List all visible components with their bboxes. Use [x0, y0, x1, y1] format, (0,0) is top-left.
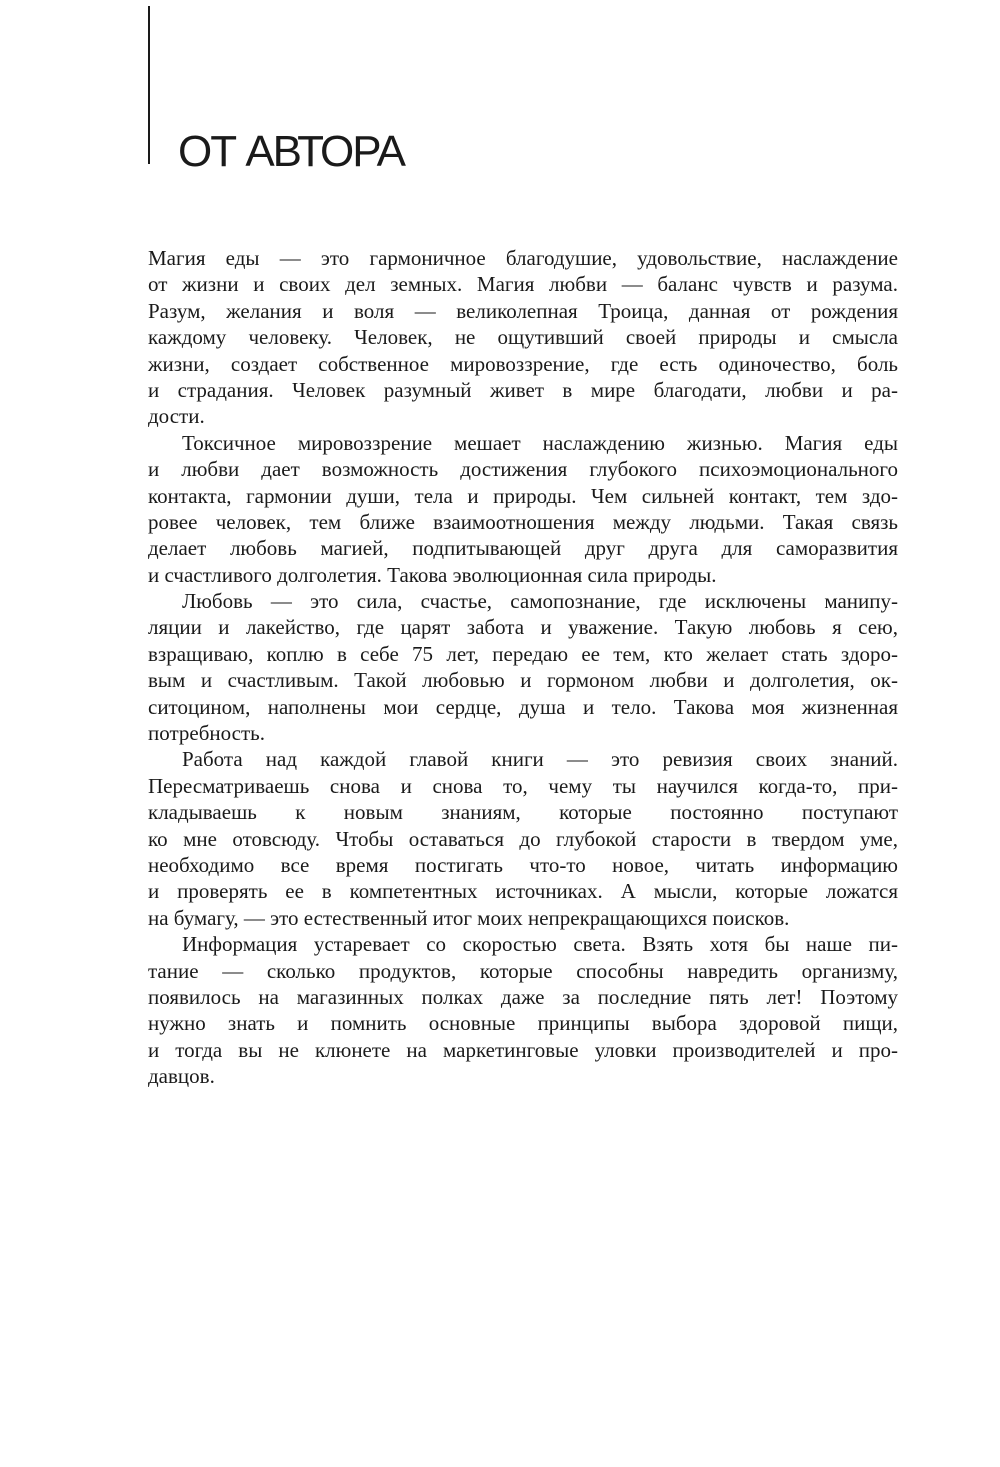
- vertical-rule: [148, 6, 150, 164]
- text-line: и счастливого долголетия. Такова эволюционная сила природы.: [148, 562, 717, 587]
- text-line: Пересматриваешь снова и снова то, чему ты научился когда-то, при-: [148, 773, 898, 798]
- text-line: Магия еды — это гармоничное благодушие, удовольствие, наслаждение: [148, 246, 898, 270]
- text-line: и тогда вы не клюнете на маркетинговые уловки производителей и про-: [148, 1037, 898, 1062]
- text-line: кладываешь к новым знаниям, которые постоянно поступают: [148, 800, 898, 825]
- paragraph: [148, 588, 898, 746]
- text-line: и страдания. Человек разумный живет в мире благодати, любви и ра-: [148, 377, 898, 402]
- text-line: каждому человеку. Человек, не ощутивший своей природы и смысла: [148, 325, 898, 350]
- text-line: появилось на магазинных полках даже за последние пять лет! Поэтому: [148, 984, 898, 1009]
- text-line: ровее человек, тем ближе взаимоотношения между людьми. Такая связь: [148, 509, 898, 534]
- text-line: дости.: [148, 404, 205, 429]
- text-line: от жизни и своих дел земных. Магия любви — баланс чувств и разума.: [148, 272, 898, 297]
- text-line: взращиваю, коплю в себе 75 лет, передаю ее тем, кто желает стать здоро-: [148, 641, 898, 666]
- text-line: Токсичное мировоззрение мешает наслаждению жизнью. Магия еды: [182, 430, 898, 455]
- text-line: давцов.: [148, 1064, 215, 1089]
- body-text: [148, 245, 898, 1090]
- chapter-title: ОТ АВТОРА: [178, 127, 404, 176]
- text-line: потребность.: [148, 721, 265, 746]
- text-line: нужно знать и помнить основные принципы выбора здоровой пищи,: [148, 1011, 898, 1036]
- text-line: и проверять ее в компетентных источниках. А мысли, которые ложатся: [148, 879, 898, 904]
- text-line: ляции и лакейство, где царят забота и уважение. Такую любовь я сею,: [148, 615, 898, 640]
- text-line: делает любовь магией, подпитывающей друг друга для саморазвития: [148, 536, 898, 561]
- paragraph: [148, 430, 898, 588]
- paragraph: [148, 931, 898, 1089]
- text-line: Информация устаревает со скоростью света. Взять хотя бы наше пи-: [182, 932, 898, 957]
- text-line: Работа над каждой главой книги — это ревизия своих знаний.: [182, 747, 898, 772]
- text-line: вым и счастливым. Такой любовью и гормоном любви и долголетия, ок-: [148, 668, 898, 693]
- paragraph: [148, 245, 898, 430]
- text-line: контакта, гармонии души, тела и природы. Чем сильней контакт, тем здо-: [148, 483, 898, 508]
- text-line: Любовь — это сила, счастье, самопознание, где исключены манипу-: [182, 589, 898, 614]
- text-line: тание — сколько продуктов, которые способны навредить организму,: [148, 958, 898, 983]
- text-line: необходимо все время постигать что-то новое, читать информацию: [148, 852, 898, 877]
- text-line: и любви дает возможность достижения глубокого психоэмоционального: [148, 457, 898, 482]
- text-line: жизни, создает собственное мировоззрение, где есть одиночество, боль: [148, 351, 898, 376]
- text-line: ко мне отовсюду. Чтобы оставаться до глубокой старости в твердом уме,: [148, 826, 898, 851]
- text-line: ситоцином, наполнены мои сердце, душа и тело. Такова моя жизненная: [148, 694, 898, 719]
- text-line: Разум, желания и воля — великолепная Троица, данная от рождения: [148, 298, 898, 323]
- paragraph: [148, 746, 898, 931]
- text-line: на бумагу, — это естественный итог моих непрекращающихся поисков.: [148, 905, 790, 930]
